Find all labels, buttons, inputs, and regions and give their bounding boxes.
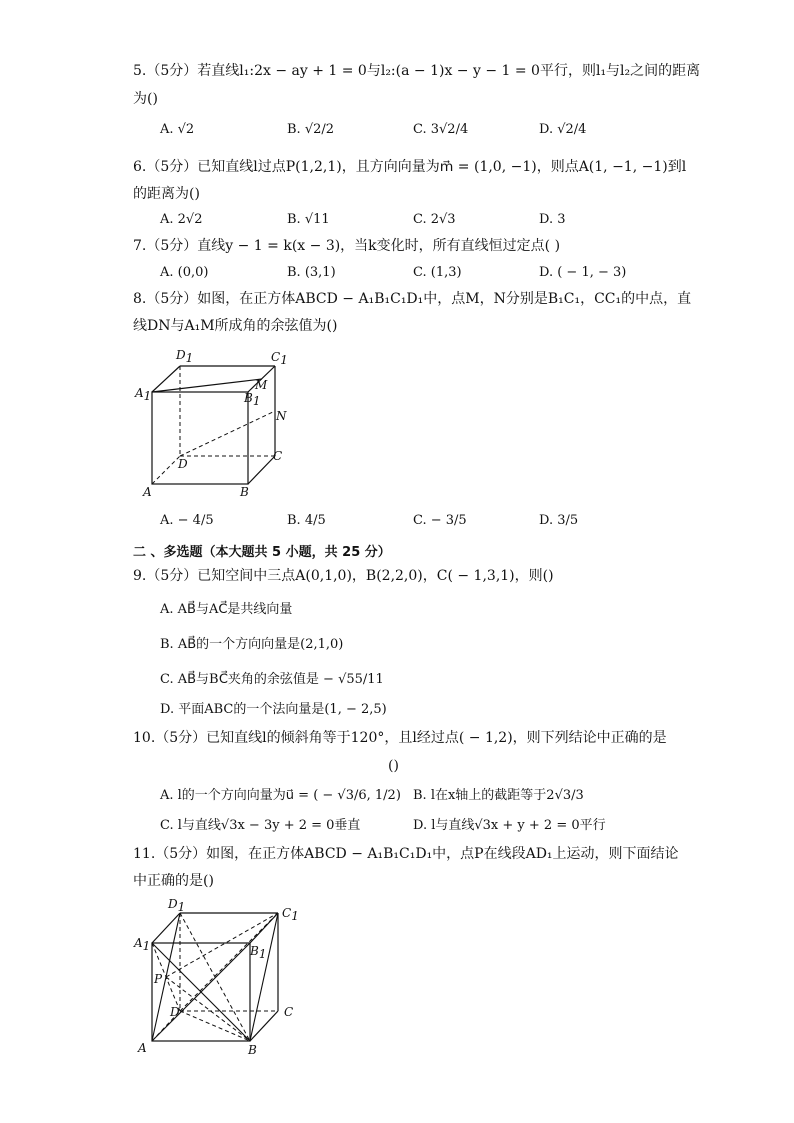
q10-stem-line2: () xyxy=(388,758,399,774)
q5-option-d[interactable]: D. √2/4 xyxy=(539,122,587,137)
q11-stem-line1: 11.（5分）如图，在正方体ABCD − A₁B₁C₁D₁中，点P在线段AD₁上运动，则下面结论 xyxy=(133,846,679,862)
q11-segment-pc1 xyxy=(166,913,278,977)
q10-stem-line1: 10.（5分）已知直线l的倾斜角等于120°，且l经过点( − 1,2)，则下列结论中正确的是 xyxy=(133,730,667,746)
q11-stem-line2: 中正确的是() xyxy=(133,873,214,889)
q11-segment-d1b xyxy=(180,913,250,1041)
q8-edge-a1d1 xyxy=(152,366,180,392)
q5-option-b[interactable]: B. √2/2 xyxy=(287,122,335,137)
q11-label-c: C xyxy=(284,1005,294,1019)
q8-label-b1: B1 xyxy=(244,391,261,408)
q11-segment-dc1 xyxy=(180,913,278,1011)
q11-edge-a1d1 xyxy=(152,913,180,943)
q11-label-b: B xyxy=(248,1043,257,1057)
q8-front-face xyxy=(152,392,248,484)
q10-option-c[interactable]: C. l与直线√3x − 3y + 2 = 0垂直 xyxy=(160,818,361,833)
q7-option-b[interactable]: B. (3,1) xyxy=(287,265,336,280)
q8-label-n: N xyxy=(276,409,287,423)
q9-option-c[interactable]: C. AB⃗与BC⃗夹角的余弦值是 − √55/11 xyxy=(160,672,384,687)
q11-edge-bc xyxy=(250,1011,278,1041)
q8-stem-line1: 8.（5分）如图，在正方体ABCD − A₁B₁C₁D₁中，点M，N分别是B₁C₁，CC₁的中点，直 xyxy=(133,291,692,307)
q11-label-a1: A1 xyxy=(134,936,151,953)
section-multiple-choice-heading: 二 、多选题（本大题共 5 小题，共 25 分） xyxy=(133,545,391,560)
q11-label-d1: D1 xyxy=(168,897,186,914)
q8-edge-bc xyxy=(248,456,275,484)
q9-option-b[interactable]: B. AB⃗的一个方向向量是(2,1,0) xyxy=(160,637,344,652)
q8-label-a: A xyxy=(143,485,152,499)
q8-option-a[interactable]: A. − 4/5 xyxy=(160,513,214,528)
q8-option-d[interactable]: D. 3/5 xyxy=(539,513,579,528)
q8-label-c1: C1 xyxy=(271,350,288,367)
q8-segment-dn xyxy=(180,411,275,456)
q8-option-b[interactable]: B. 4/5 xyxy=(287,513,326,528)
q7-option-d[interactable]: D. ( − 1, − 3) xyxy=(539,265,627,280)
q8-label-c: C xyxy=(273,449,283,463)
q6-option-c[interactable]: C. 2√3 xyxy=(413,212,456,227)
q9-option-d[interactable]: D. 平面ABC的一个法向量是(1, − 2,5) xyxy=(160,702,387,717)
q8-edge-ad-hidden xyxy=(152,456,180,484)
q11-segment-bc1 xyxy=(250,913,278,1041)
q6-option-d[interactable]: D. 3 xyxy=(539,212,566,227)
q11-edge-b1c1 xyxy=(250,913,278,943)
q11-label-b1: B1 xyxy=(250,944,267,961)
q11-segment-db xyxy=(180,1011,250,1041)
q10-option-d[interactable]: D. l与直线√3x + y + 2 = 0平行 xyxy=(413,818,606,833)
q11-label-a: A xyxy=(138,1041,147,1055)
q10-option-a[interactable]: A. l的一个方向向量为u⃗ = ( − √3/6, 1/2) xyxy=(160,788,401,803)
q5-stem-line1: 5.（5分）若直线l₁:2x − ay + 1 = 0与l₂:(a − 1)x − y − 1 = 0平行，则l₁与l₂之间的距离 xyxy=(133,63,701,79)
q9-stem-line1: 9.（5分）已知空间中三点A(0,1,0)，B(2,2,0)，C( − 1,3,1)，则() xyxy=(133,568,554,584)
q11-cube-figure xyxy=(130,895,310,1060)
q5-stem-line2: 为() xyxy=(133,91,158,107)
q8-label-m: M xyxy=(255,378,268,392)
q11-label-d: D xyxy=(170,1005,180,1019)
q9-option-a[interactable]: A. AB⃗与AC⃗是共线向量 xyxy=(160,602,293,617)
q8-label-d: D xyxy=(178,457,188,471)
q11-label-p: P xyxy=(154,972,163,986)
q5-option-a[interactable]: A. √2 xyxy=(160,122,195,137)
q6-option-a[interactable]: A. 2√2 xyxy=(160,212,203,227)
q8-label-a1: A1 xyxy=(135,386,152,403)
q8-stem-line2: 线DN与A₁M所成角的余弦值为() xyxy=(133,318,338,334)
q7-option-c[interactable]: C. (1,3) xyxy=(413,265,462,280)
q7-option-a[interactable]: A. (0,0) xyxy=(160,265,209,280)
q10-option-b[interactable]: B. l在x轴上的截距等于2√3/3 xyxy=(413,788,584,803)
q5-option-c[interactable]: C. 3√2/4 xyxy=(413,122,469,137)
q6-option-b[interactable]: B. √11 xyxy=(287,212,330,227)
q8-label-d1: D1 xyxy=(176,348,194,365)
q8-cube-figure xyxy=(130,340,300,505)
q7-stem-line1: 7.（5分）直线y − 1 = k(x − 3)，当k变化时，所有直线恒过定点( ) xyxy=(133,238,561,254)
q6-stem-line1: 6.（5分）已知直线l过点P(1,2,1)，且方向向量为m⃗ = (1,0, −1)，则点A(1, −1, −1)到l xyxy=(133,159,687,175)
q11-label-c1: C1 xyxy=(282,906,299,923)
q8-label-b: B xyxy=(240,485,249,499)
q8-option-c[interactable]: C. − 3/5 xyxy=(413,513,467,528)
q6-stem-line2: 的距离为() xyxy=(133,186,200,202)
